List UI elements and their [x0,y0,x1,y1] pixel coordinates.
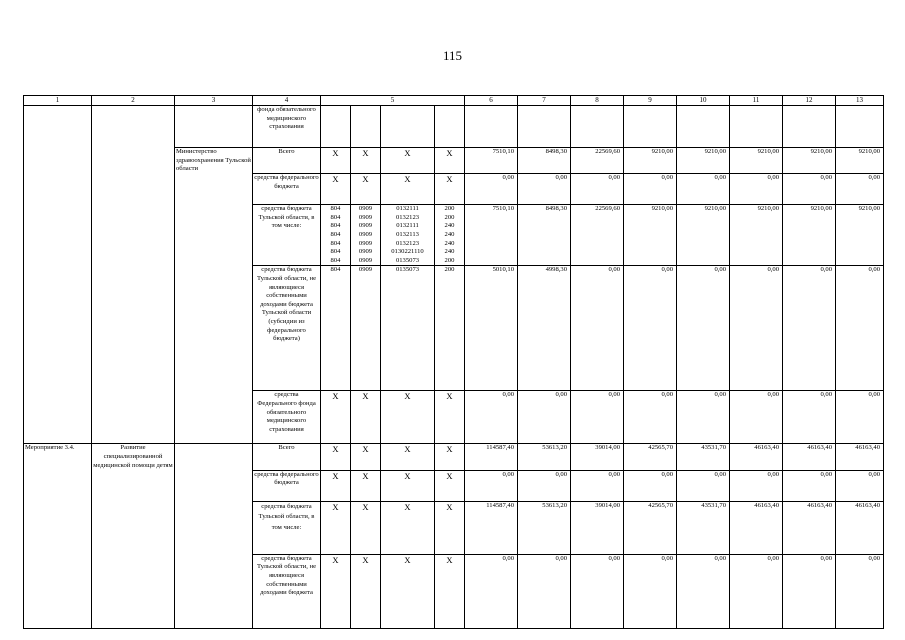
cell-activity: Мероприятие 3.4. [24,444,92,470]
cell-code: X [351,470,381,501]
cell-code: X [381,148,435,174]
cell-value: 22569,60 [571,205,624,266]
cell-activity [24,266,92,391]
cell-value: 0,00 [730,266,783,391]
cell-value: 8498,30 [518,148,571,174]
cell-source: средства бюджета Тульской области, в том числе: [253,205,321,266]
cell-value: 114587,40 [465,444,518,470]
cell-code [435,106,465,148]
table-row [24,174,884,205]
cell-code: 200 [435,266,465,391]
cell-title [92,266,175,391]
cell-executor [175,266,253,391]
cell-code: X [321,148,351,174]
cell-title [92,470,175,501]
cell-value: 9210,00 [783,148,836,174]
header-cell: 7 [518,96,571,106]
cell-value: 0,00 [571,391,624,444]
cell-code: X [321,391,351,444]
cell-value: 9210,00 [783,205,836,266]
cell-executor [175,205,253,266]
cell-executor [175,391,253,444]
table-row [24,205,884,266]
cell-value: 0,00 [571,266,624,391]
cell-value: 0,00 [783,554,836,628]
cell-source: Всего [253,444,321,470]
cell-code: X [321,554,351,628]
cell-value: 46163,40 [836,501,884,554]
cell-code: X [351,501,381,554]
cell-title [92,501,175,554]
cell-value: 46163,40 [836,444,884,470]
cell-executor: Министерство здравоохранения Тульской области [176,148,251,173]
cell-code: X [351,174,381,205]
cell-value: 43531,70 [677,501,730,554]
cell-value: 0,00 [571,174,624,205]
cell-code: X [381,554,435,628]
cell-code: X [351,444,381,470]
cell-value: 46163,40 [730,501,783,554]
cell-value: 0,00 [624,266,677,391]
cell-executor [175,444,253,470]
cell-value: 9210,00 [836,148,884,174]
table-row [24,391,884,444]
cell-value: 0,00 [783,266,836,391]
header-cell: 4 [253,96,321,106]
cell-value: 0,00 [465,470,518,501]
table-row [24,266,884,391]
cell-value: 0,00 [836,266,884,391]
cell-value: 39014,00 [571,444,624,470]
cell-activity [24,554,92,628]
cell-value: 7510,10 [465,205,518,266]
cell-value: 0,00 [677,470,730,501]
cell-value: 42565,70 [624,444,677,470]
cell-executor [175,554,253,628]
cell-activity [24,391,92,444]
cell-value: 7510,10 [465,148,518,174]
cell-code: X [435,148,465,174]
cell-source: Всего [253,148,321,174]
cell-code: X [321,501,351,554]
cell-value: 9210,00 [836,205,884,266]
cell-code: X [381,444,435,470]
cell-executor [175,501,253,554]
cell-activity [24,470,92,501]
cell-code: X [381,470,435,501]
cell-value: 9210,00 [624,205,677,266]
cell-code: X [381,174,435,205]
cell-value [624,106,677,148]
cell-title [92,391,175,444]
cell-activity [24,501,92,554]
cell-value: 0,00 [730,391,783,444]
cell-value: 0,00 [518,470,571,501]
cell-activity [24,148,92,174]
cell-source: фонда обязательного медицинского страхования [253,106,321,148]
cell-value: 0,00 [624,391,677,444]
cell-value: 46163,40 [783,444,836,470]
cell-value: 9210,00 [730,148,783,174]
table-row [24,470,884,501]
cell-value: 0,00 [730,554,783,628]
header-cell: 3 [175,96,253,106]
cell-value: 0,00 [730,174,783,205]
cell-value: 9210,00 [677,148,730,174]
cell-value: 0,00 [624,470,677,501]
cell-value: 42565,70 [624,501,677,554]
cell-code: X [381,391,435,444]
cell-value: 0,00 [518,554,571,628]
cell-value: 0,00 [836,391,884,444]
table-row [24,501,884,554]
cell-source: средства Федерального фонда обязательного медицинского страхования [253,391,321,444]
cell-code: 200 200 240 240 240 240 200 [435,205,465,266]
cell-value: 53613,20 [518,444,571,470]
cell-code: X [351,554,381,628]
cell-code: X [435,470,465,501]
header-cell: 13 [836,96,884,106]
cell-title [92,554,175,628]
header-cell: 1 [24,96,92,106]
cell-value: 9210,00 [730,205,783,266]
cell-code: 0132111 0132123 0132111 0132113 0132123 0130221110 0135073 [381,205,435,266]
cell-code: X [435,554,465,628]
cell-value: 39014,00 [571,501,624,554]
cell-value: 0,00 [677,554,730,628]
page-number: 115 [442,48,463,63]
table-row [24,444,884,470]
cell-value: 9210,00 [624,148,677,174]
cell-code: X [321,174,351,205]
cell-code [351,106,381,148]
cell-value [783,106,836,148]
cell-value: 0,00 [518,391,571,444]
cell-code: 0909 0909 0909 0909 0909 0909 0909 [351,205,381,266]
cell-code: X [435,391,465,444]
cell-code: X [321,444,351,470]
cell-value: 0,00 [465,554,518,628]
cell-value: 0,00 [836,554,884,628]
cell-activity [24,205,92,266]
header-cell: 10 [677,96,730,106]
cell-code [381,106,435,148]
cell-value: 0,00 [783,174,836,205]
cell-code: X [435,501,465,554]
cell-code: X [351,148,381,174]
cell-value: 22569,60 [571,148,624,174]
header-cell: 2 [92,96,175,106]
cell-activity [24,106,92,148]
cell-activity [24,174,92,205]
table-row [24,106,884,148]
header-cell: 6 [465,96,518,106]
cell-value [836,106,884,148]
cell-value: 43531,70 [677,444,730,470]
cell-value [677,106,730,148]
header-cell: 12 [783,96,836,106]
cell-source: средства бюджета Тульской области, не являющиеся собственными доходами бюджета [253,554,321,628]
cell-title [92,205,175,266]
cell-executor [175,470,253,501]
header-cell: 9 [624,96,677,106]
table-row [24,554,884,628]
cell-code: X [381,501,435,554]
cell-value: 0,00 [677,174,730,205]
cell-value: 0,00 [571,554,624,628]
cell-title [92,106,175,148]
cell-value: 8498,30 [518,205,571,266]
cell-value: 0,00 [518,174,571,205]
cell-value: 0,00 [783,391,836,444]
cell-value: 114587,40 [465,501,518,554]
cell-value: 46163,40 [783,501,836,554]
cell-title [92,148,175,174]
cell-value: 0,00 [730,470,783,501]
cell-value: 9210,00 [677,205,730,266]
header-cell: 11 [730,96,783,106]
cell-value [730,106,783,148]
cell-code: X [435,174,465,205]
cell-value: 0,00 [783,470,836,501]
cell-title [92,174,175,205]
cell-executor [175,174,253,205]
cell-value: 0,00 [571,470,624,501]
cell-value: 0,00 [624,554,677,628]
cell-code: 0135073 [381,266,435,391]
cell-code: X [435,444,465,470]
cell-source: средства федерального бюджета [253,470,321,501]
cell-value: 46163,40 [730,444,783,470]
cell-value: 0,00 [677,266,730,391]
cell-source: средства бюджета Тульской области, не являющиеся собственными доходами бюджета Тульской области (субсидии из федерального бюджета) [253,266,321,391]
header-cell: 8 [571,96,624,106]
cell-title: Развитие специализированной медицинской помощи детям [93,444,173,469]
cell-value [518,106,571,148]
cell-code: 804 804 804 804 804 804 804 [321,205,351,266]
cell-value: 0,00 [465,174,518,205]
header-row [24,96,884,106]
cell-value: 0,00 [836,470,884,501]
cell-value: 53613,20 [518,501,571,554]
cell-executor [175,106,253,148]
table-row [24,148,884,174]
budget-table [23,95,884,629]
cell-source: средства бюджета Тульской области, в том числе: [253,501,321,554]
cell-value: 0,00 [624,174,677,205]
cell-value: 0,00 [836,174,884,205]
cell-value: 0,00 [465,391,518,444]
cell-value [465,106,518,148]
cell-code: 0909 [351,266,381,391]
cell-value: 5010,10 [465,266,518,391]
cell-value: 0,00 [677,391,730,444]
cell-code: X [321,470,351,501]
header-cell: 5 [321,96,465,106]
cell-code [321,106,351,148]
cell-value [571,106,624,148]
cell-source: средства федерального бюджета [253,174,321,205]
cell-value: 4998,30 [518,266,571,391]
cell-code: X [351,391,381,444]
cell-code: 804 [321,266,351,391]
